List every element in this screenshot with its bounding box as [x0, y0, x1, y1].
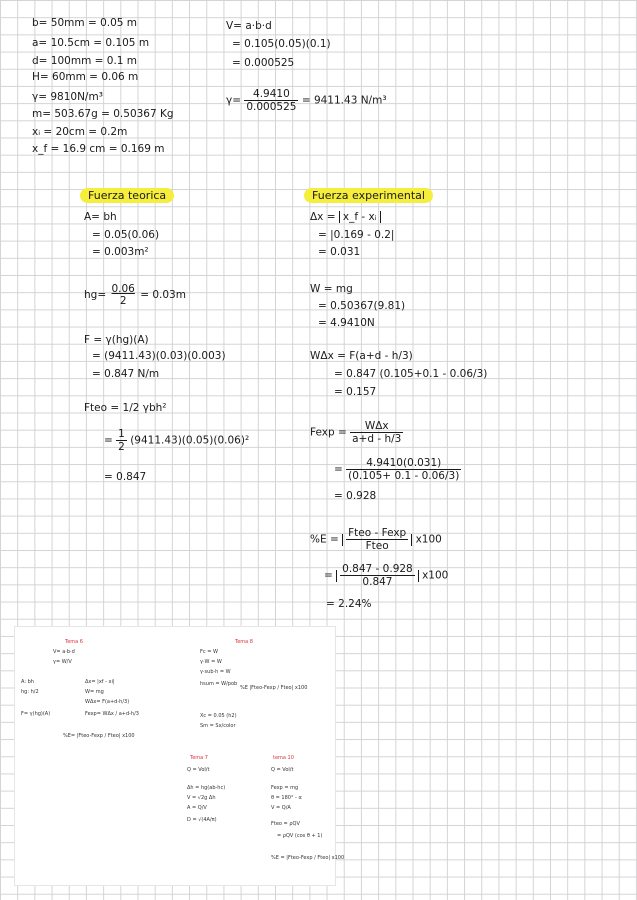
teorica-force-formula: F = γ(hg)(A) [84, 334, 149, 346]
teorica-force-result: = 0.847 N/m [92, 368, 160, 380]
teorica-area-result: = 0.003m² [92, 246, 149, 258]
thumb-line: Sm = Sx/color [200, 723, 236, 729]
exp-weight-sub: = 0.50367(9.81) [318, 300, 406, 312]
teorica-force-sub: = (9411.43)(0.03)(0.003) [92, 350, 226, 362]
exp-fexp-sub: = $\frac{4.9410(0.031)}{(0.105+ 0.1 - 0.06/3)}$ [334, 457, 460, 482]
exp-dx-formula: Δx = x_f - xᵢ [310, 211, 381, 223]
exp-weight-formula: W = mg [310, 283, 353, 295]
exp-dx-sub: = |0.169 - 0.2| [318, 229, 395, 241]
thumb-line: Xc = 0.05 (h2) [200, 713, 237, 719]
exp-fexp-result: = 0.928 [334, 490, 377, 502]
thumb-line: V = √2g Δh [187, 795, 216, 801]
given-gamma: γ= 9810N/m³ [32, 91, 103, 103]
thumb-line: Fexp= WΔx / a+d-h/3 [85, 711, 139, 717]
given-a: a= 10.5cm = 0.105 m [32, 37, 150, 49]
exp-error-result: = 2.24% [326, 598, 372, 610]
thumb-line: W= mg [85, 689, 104, 695]
exp-error-formula: %E = $\frac{\text{Fteo - Fexp}}{\text{Fteo}}$ x100 [310, 527, 442, 552]
thumb-line: %E = |Fteo-Fexp / Fteo| x100 [271, 855, 345, 861]
thumb-line: V = Q/A [271, 805, 291, 811]
thumb-line: %E |Fteo-Fexp / Fteo| x100 [240, 685, 308, 691]
teorica-area-formula: A= bh [84, 211, 117, 223]
teorica-fteo-result: = 0.847 [104, 471, 147, 483]
thumb-tema7: Tema 7 [190, 755, 208, 761]
thumb-line: = ρQV (cos θ + 1) [277, 833, 323, 839]
thumb-line: D = √(4A/π) [187, 817, 217, 823]
exp-dx-result: = 0.031 [318, 246, 361, 258]
given-xf: x_f = 16.9 cm = 0.169 m [32, 143, 165, 155]
given-d: d= 100mm = 0.1 m [32, 55, 138, 67]
thumb-line: Fteo = ρQV [271, 821, 300, 827]
teorica-title: Fuerza teorica [80, 188, 174, 203]
thumb-line: hsum = W/pob [200, 681, 238, 687]
thumb-line: Δh = hg(ab-hc) [187, 785, 226, 791]
thumb-line: θ = 180° - α [271, 795, 302, 801]
thumb-line: F= γ(hg)(A) [21, 711, 51, 717]
thumb-line: γ·W = W [200, 659, 222, 665]
exp-moment-sub: = 0.847 (0.105+0.1 - 0.06/3) [334, 368, 488, 380]
thumb-line: γ= W/V [53, 659, 72, 665]
exp-moment-result: = 0.157 [334, 386, 377, 398]
exp-error-sub: = $\frac{0.847 - 0.928}{0.847}$ x100 [324, 563, 449, 588]
exp-fexp-formula: Fexp = $\frac{\text{WΔx}}{a+d - h/3}$ [310, 420, 402, 445]
thumb-line: γ·sub·h = W [200, 669, 231, 675]
gamma-calculation: γ= $\frac{4.9410}{0.000525}$ = 9411.43 N/m³ [226, 88, 387, 113]
experimental-title: Fuerza experimental [304, 188, 433, 203]
exp-moment-formula: WΔx = F(a+d - h/3) [310, 350, 413, 362]
volume-substitution: = 0.105(0.05)(0.1) [232, 38, 331, 50]
summary-thumbnail [14, 626, 345, 886]
teorica-area-sub: = 0.05(0.06) [92, 229, 160, 241]
thumb-line: Δx= |xf - xi| [85, 679, 115, 685]
thumb-line: %E= |Fteo-Fexp / Fteo| x100 [63, 733, 135, 739]
thumb-line: A: bh [21, 679, 34, 685]
volume-formula: V= a·b·d [226, 20, 272, 32]
thumb-line: Q = Vol/t [187, 767, 210, 773]
teorica-fteo-sub: = $\frac{1}{2}$ (9411.43)(0.05)(0.06)² [104, 428, 250, 453]
given-xi: xᵢ = 20cm = 0.2m [32, 126, 128, 138]
exp-weight-result: = 4.9410N [318, 317, 375, 329]
thumb-line: Fc = W [200, 649, 218, 655]
thumb-line: Fexp = mg [271, 785, 299, 791]
given-b: b= 50mm = 0.05 m [32, 17, 138, 29]
given-m: m= 503.67g = 0.50367 Kg [32, 108, 174, 120]
thumb-tema10: tema 10 [273, 755, 294, 761]
thumb-tema8: Tema 8 [235, 639, 253, 645]
thumb-line: hg: h/2 [21, 689, 39, 695]
given-H: H= 60mm = 0.06 m [32, 71, 139, 83]
thumb-line: V= a·b·d [53, 649, 75, 655]
teorica-fteo-formula: Fteo = 1/2 γbh² [84, 402, 167, 414]
thumb-line: A = Q/V [187, 805, 207, 811]
thumb-tema6: Tema 6 [65, 639, 83, 645]
teorica-hg: hg= $\frac{0.06}{2}$ = 0.03m [84, 283, 186, 307]
thumb-line: Q = Vol/t [271, 767, 294, 773]
thumb-line: WΔx= F(a+d-h/3) [85, 699, 130, 705]
volume-result: = 0.000525 [232, 57, 295, 69]
